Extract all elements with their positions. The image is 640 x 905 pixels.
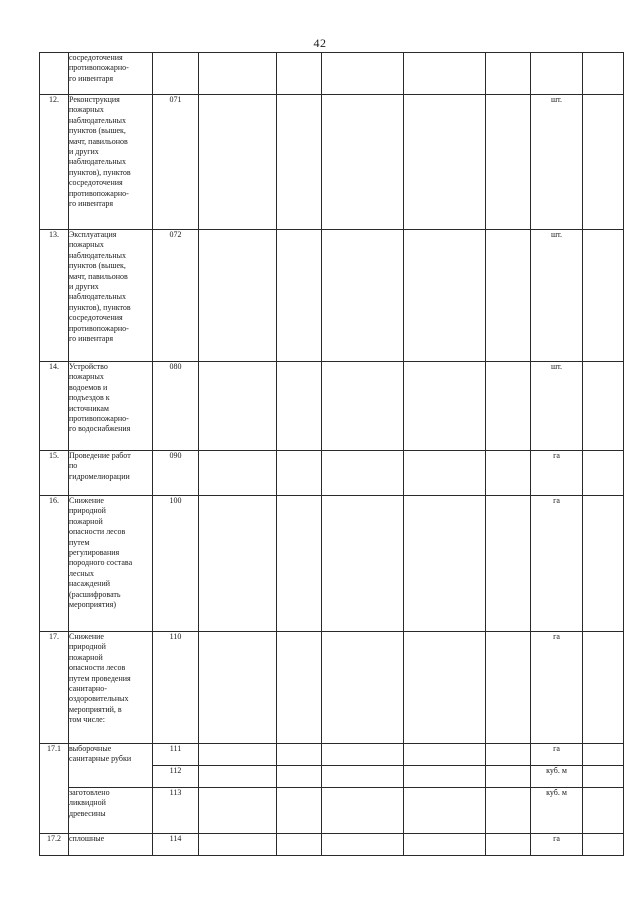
value-cell [322, 744, 404, 766]
measure-name: Проведение работ по гидромелиорации [69, 451, 153, 496]
row-number: 17. [40, 632, 69, 744]
measure-name: заготовлено ликвидной древесины [69, 788, 153, 834]
value-cell [199, 230, 277, 362]
value-cell [404, 766, 486, 788]
row-number: 13. [40, 230, 69, 362]
value-cell [277, 834, 322, 856]
value-cell [583, 632, 624, 744]
table-row [40, 53, 624, 95]
value-cell [486, 362, 531, 451]
table-row [40, 496, 624, 632]
unit-cell: шт. [531, 362, 583, 451]
table-row [40, 744, 624, 766]
table-row [40, 451, 624, 496]
value-cell [199, 744, 277, 766]
value-cell [404, 53, 486, 95]
row-number: 17.2 [40, 834, 69, 856]
table-row [40, 362, 624, 451]
unit-cell: шт. [531, 230, 583, 362]
row-code: 090 [153, 451, 199, 496]
unit-cell: шт. [531, 95, 583, 230]
value-cell [583, 766, 624, 788]
table-row [40, 95, 624, 230]
value-cell [277, 230, 322, 362]
value-cell [404, 496, 486, 632]
value-cell [199, 95, 277, 230]
value-cell [486, 744, 531, 766]
measure-name: Реконструкция пожарных наблюдательных пунктов (вышек, мачт, павильонов и других наблюдательных пунктов), пунктов сосредоточения противопожарно- го инвентаря [69, 95, 153, 230]
value-cell [486, 496, 531, 632]
value-cell [486, 53, 531, 95]
value-cell [277, 632, 322, 744]
value-cell [277, 496, 322, 632]
row-number: 12. [40, 95, 69, 230]
value-cell [583, 95, 624, 230]
row-code: 072 [153, 230, 199, 362]
measure-name: сплошные [69, 834, 153, 856]
value-cell [322, 230, 404, 362]
value-cell [486, 451, 531, 496]
value-cell [486, 632, 531, 744]
row-code: 111 [153, 744, 199, 766]
value-cell [277, 788, 322, 834]
value-cell [404, 230, 486, 362]
value-cell [322, 451, 404, 496]
value-cell [486, 788, 531, 834]
value-cell [322, 632, 404, 744]
unit-cell: куб. м [531, 788, 583, 834]
value-cell [199, 451, 277, 496]
value-cell [322, 95, 404, 230]
value-cell [322, 766, 404, 788]
value-cell [486, 95, 531, 230]
row-number: 16. [40, 496, 69, 632]
measure-name: Устройство пожарных водоемов и подъездов к источникам противопожарно- го водоснабжения [69, 362, 153, 451]
row-code: 080 [153, 362, 199, 451]
unit-cell [531, 53, 583, 95]
unit-cell: га [531, 496, 583, 632]
row-code: 112 [153, 766, 199, 788]
row-number: 14. [40, 362, 69, 451]
row-code: 110 [153, 632, 199, 744]
value-cell [277, 451, 322, 496]
value-cell [199, 834, 277, 856]
value-cell [404, 788, 486, 834]
page-number: 42 [313, 36, 327, 50]
value-cell [583, 451, 624, 496]
value-cell [404, 632, 486, 744]
value-cell [583, 788, 624, 834]
value-cell [277, 95, 322, 230]
value-cell [277, 362, 322, 451]
table-row [40, 230, 624, 362]
row-number [40, 53, 69, 95]
value-cell [199, 362, 277, 451]
value-cell [322, 788, 404, 834]
value-cell [199, 496, 277, 632]
value-cell [199, 632, 277, 744]
unit-cell: га [531, 451, 583, 496]
value-cell [404, 362, 486, 451]
measure-name: Снижение природной пожарной опасности лесов путем проведения санитарно- оздоровительных мероприятий, в том числе: [69, 632, 153, 744]
table-row [40, 632, 624, 744]
value-cell [322, 496, 404, 632]
table-row [40, 788, 624, 834]
row-number: 15. [40, 451, 69, 496]
measure-name: Снижение природной пожарной опасности лесов путем регулирования породного состава лесных насаждений (расшифровать мероприятия) [69, 496, 153, 632]
value-cell [583, 496, 624, 632]
value-cell [486, 230, 531, 362]
row-number: 17.1 [40, 744, 69, 834]
value-cell [583, 744, 624, 766]
table-row [40, 834, 624, 856]
value-cell [199, 766, 277, 788]
measure-name: сосредоточения противопожарно- го инвентаря [69, 53, 153, 95]
measures-table [39, 52, 624, 856]
value-cell [583, 834, 624, 856]
value-cell [322, 53, 404, 95]
row-code: 113 [153, 788, 199, 834]
value-cell [277, 53, 322, 95]
value-cell [199, 53, 277, 95]
unit-cell: га [531, 834, 583, 856]
value-cell [404, 834, 486, 856]
value-cell [486, 834, 531, 856]
value-cell [277, 744, 322, 766]
value-cell [486, 766, 531, 788]
row-code: 100 [153, 496, 199, 632]
unit-cell: га [531, 632, 583, 744]
measure-name: выборочные санитарные рубки [69, 744, 153, 788]
value-cell [583, 53, 624, 95]
row-code: 071 [153, 95, 199, 230]
unit-cell: га [531, 744, 583, 766]
value-cell [583, 362, 624, 451]
value-cell [583, 230, 624, 362]
row-code [153, 53, 199, 95]
value-cell [404, 95, 486, 230]
row-code: 114 [153, 834, 199, 856]
unit-cell: куб. м [531, 766, 583, 788]
value-cell [199, 788, 277, 834]
measure-name: Эксплуатация пожарных наблюдательных пунктов (вышек, мачт, павильонов и других наблюдательных пунктов), пунктов сосредоточения противопожарно- го инвентаря [69, 230, 153, 362]
value-cell [322, 362, 404, 451]
value-cell [322, 834, 404, 856]
value-cell [404, 451, 486, 496]
value-cell [404, 744, 486, 766]
value-cell [277, 766, 322, 788]
